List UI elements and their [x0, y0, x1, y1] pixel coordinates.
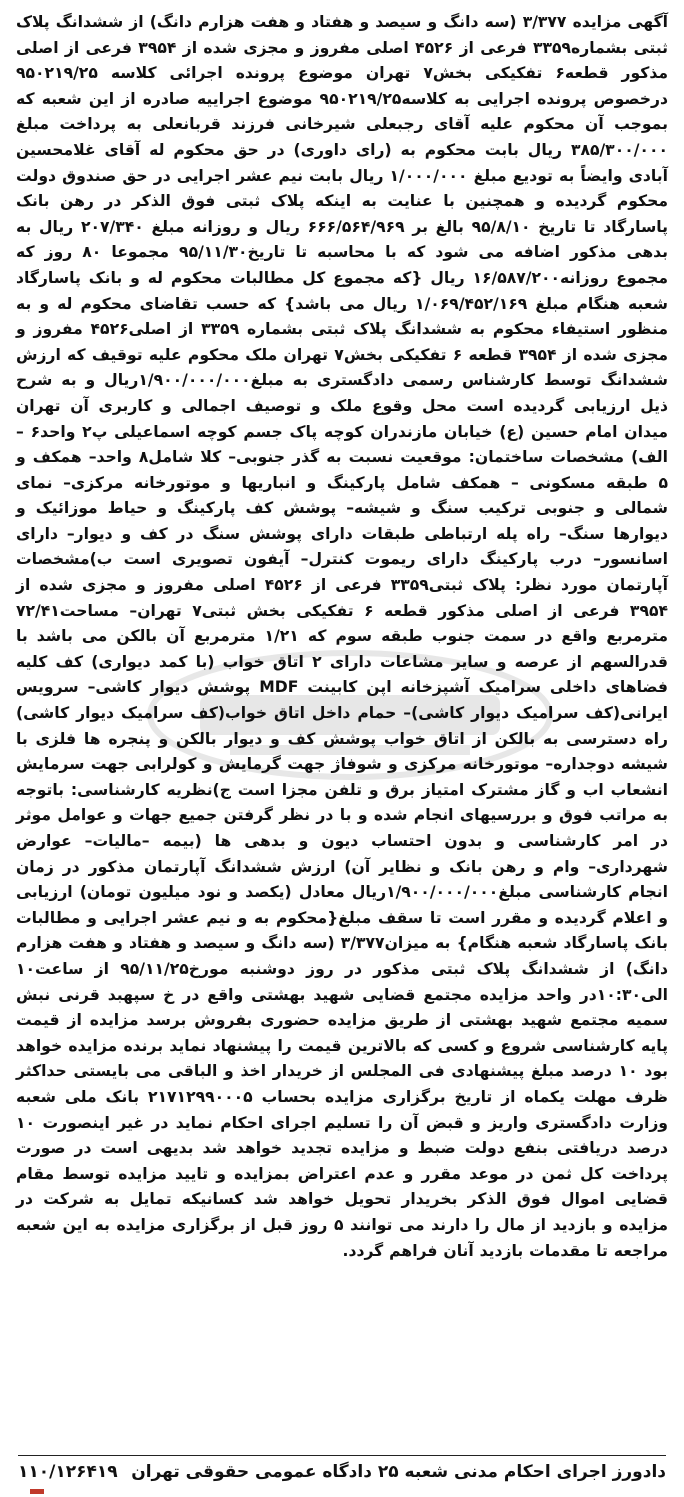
reference-number: ۱۱۰/۱۲۶۴۱۹	[18, 1462, 118, 1482]
signature-line: دادورز اجرای احکام مدنی شعبه ۲۵ دادگاه عمومی حقوقی تهران	[131, 1462, 666, 1482]
notice-body-text: آگهی مزایده ۳/۳۷۷ (سه دانگ و سیصد و هفتاد و هفت هزارم دانگ) از ششدانگ پلاک ثبتی بشماره۳۳۵۹ فرعی از ۴۵۲۶ اصلی مفروز و مجزی شده از ۳۹۵۴ فرعی از اصلی مذکور قطعه۶ تفکیکی بخش۷ تهران موضوع پرونده اجرائی کلاسه ۹۵۰۲۱۹/۲۵ درخصوص پرونده اجرایی به کلاسه۹۵۰۲۱۹/۲۵ موضوع اجراییه صادره از این شعبه که بموجب آن محکوم علیه آقای رجبعلی شیرخانی فرزند قربانعلی به پرداخت مبلغ ۳۸۵/۳۰۰/۰۰۰ ریال بابت محکوم به (رای داوری) در حق محکوم له آقای غلامحسین آبادی وایضاً به تودیع مبلغ ۱/۰۰۰/۰۰۰ ریال بابت نیم عشر اجرایی در حق صندوق دولت محکوم گردیده و همچنین با عنایت به اینکه پلاک ثبتی فوق الذکر در رهن بانک پاسارگاد تا تاریخ ۹۵/۸/۱۰ بالغ بر ۶۶۶/۵۶۴/۹۶۹ ریال و روزانه مبلغ ۲۰۷/۳۴۰ ریال به بدهی مذکور اضافه می شود که با محاسبه تا تاریخ۹۵/۱۱/۳۰ مجموعا ۸۰ روز که مجموع روزانه۱۶/۵۸۷/۲۰۰ ریال {که مجموع کل مطالبات محکوم له و بانک پاسارگاد شعبه هنگام مبلغ ۱/۰۶۹/۴۵۲/۱۶۹ ریال می باشد} که حسب تقاضای محکوم له و به منظور استیفاء محکوم به ششدانگ پلاک ثبتی بشماره ۳۳۵۹ از اصلی۴۵۲۶ مفروز و مجزی شده از ۳۹۵۴ قطعه ۶ تفکیکی بخش۷ تهران ملک محکوم علیه توقیف که ارزش ششدانگ توسط کارشناس رسمی دادگستری به مبلغ۱/۹۰۰/۰۰۰/۰۰۰ریال و به شرح ذیل ارزیابی گردیده است محل وقوع ملک و توصیف اجمالی و کاربری آن تهران میدان امام حسین (ع) خیابان مازندران کوچه پاک جسم کوچه اسماعیلی پ۲ واحد۶ – الف) مشخصات ساختمان: موقعیت نسبت به گذر جنوبی– کلا شامل۸ واحد– همکف و ۵ طبقه مسکونی – همکف شامل پارکینگ و انباریها و موتورخانه مرکزی– نمای شمالی و جنوبی ترکیب سنگ و شیشه– پوشش کف پارکینگ و حیاط موزائیک و دیوارها سنگ– راه پله ارتباطی طبقات دارای پوشش سنگ در کف و دیوار– دارای اسانسور– درب پارکینگ دارای ریموت کنترل– آیفون تصویری است ب)مشخصات آپارتمان مورد نظر: پلاک ثبتی۳۳۵۹ فرعی از ۴۵۲۶ اصلی مفروز و مجزی شده از ۳۹۵۴ فرعی از اصلی مذکور قطعه ۶ تفکیکی بخش ثبتی۷ تهران– مساحت۷۲/۴۱ مترمربع واقع در سمت جنوب طبقه سوم که ۱/۲۱ مترمربع آن بالکن می باشد با قدرالسهم از عرصه و سایر مشاعات دارای ۲ اتاق خواب (با کمد دیواری) کف کلیه فضاهای داخلی سرامیک آشپزخانه اپن کابینت MDF پوشش دیوار کاشی– سرویس ایرانی(کف سرامیک دیوار کاشی)– حمام داخل اتاق خواب(کف سرامیک دیوار کاشی) راه دسترسی به بالکن از اتاق خواب پوشش کف و دیوار بالکن و پنجره ها فلزی با شیشه دوجداره– موتورخانه مرکزی و شوفاژ جهت گرمایش و کولرابی جهت سرمایش انشعاب اب و گاز مشترک امتیاز برق و تلفن مجزا است ج)نظریه کارشناسی: باتوجه به مراتب فوق و بررسیهای انجام شده و با در نظر گرفتن جمیع جهات و عوامل موثر در امر کارشناسی و بدون احتساب دیون و بدهی ها (بیمه –مالیات– عوارض شهرداری– وام و رهن بانک و نظایر آن) ارزش ششدانگ آپارتمان مذکور در زمان انجام کارشناسی مبلغ۱/۹۰۰/۰۰۰/۰۰۰ریال معادل (یکصد و نود میلیون تومان) ارزیابی و اعلام گردیده و مقرر است تا سقف مبلغ{محکوم به و نیم عشر اجرایی و مطالبات بانک پاسارگاد شعبه هنگام} به میزان۳/۳۷۷ (سه دانگ و سیصد و هفتاد و هفت هزارم دانگ) از ششدانگ پلاک ثبتی مذکور در روز دوشنبه مورخ۹۵/۱۱/۲۵ از ساعت۱۰ الی۱۰:۳۰در واحد مزایده مجتمع قضایی شهید بهشتی واقع در خ سپهبد قرنی نبش سمیه مجتمع شهید بهشتی از طریق مزایده حضوری بفروش برسد مزایده از قیمت پایه کارشناسی شروع و کسی که بالاترین قیمت را پیشنهاد نماید برنده مزایده خواهد بود ۱۰ درصد مبلغ پیشنهادی فی المجلس از خریدار اخذ و الباقی می بایستی حداکثر ظرف مهلت یکماه از تاریخ برگزاری مزایده بحساب ۲۱۷۱۲۹۹۰۰۰۵ بانک ملی شعبه وزارت دادگستری واریز و قبض آن را تسلیم اجرای احکام نماید در غیر اینصورت ۱۰ درصد دریافتی بنفع دولت ضبط و مزایده تجدید خواهد شد بدیهی است در صورت پرداخت کل ثمن در موعد مقرر و عدم اعتراض بمزایده و تایید مزایده توسط مقام قضایی اموال فوق الذکر بخریدار تحویل خواهد شد کسانیکه تمایل به شرکت در مزایده و بازدید از مال را دارند می توانند ۵ روز قبل از برگزاری مزایده به این شعبه مراجعه تا مقدمات بازدید آنان فراهم گردد.	[16, 13, 669, 1260]
corner-mark-icon	[30, 1489, 44, 1494]
notice-footer	[18, 1462, 666, 1482]
footer-divider	[18, 1455, 666, 1456]
